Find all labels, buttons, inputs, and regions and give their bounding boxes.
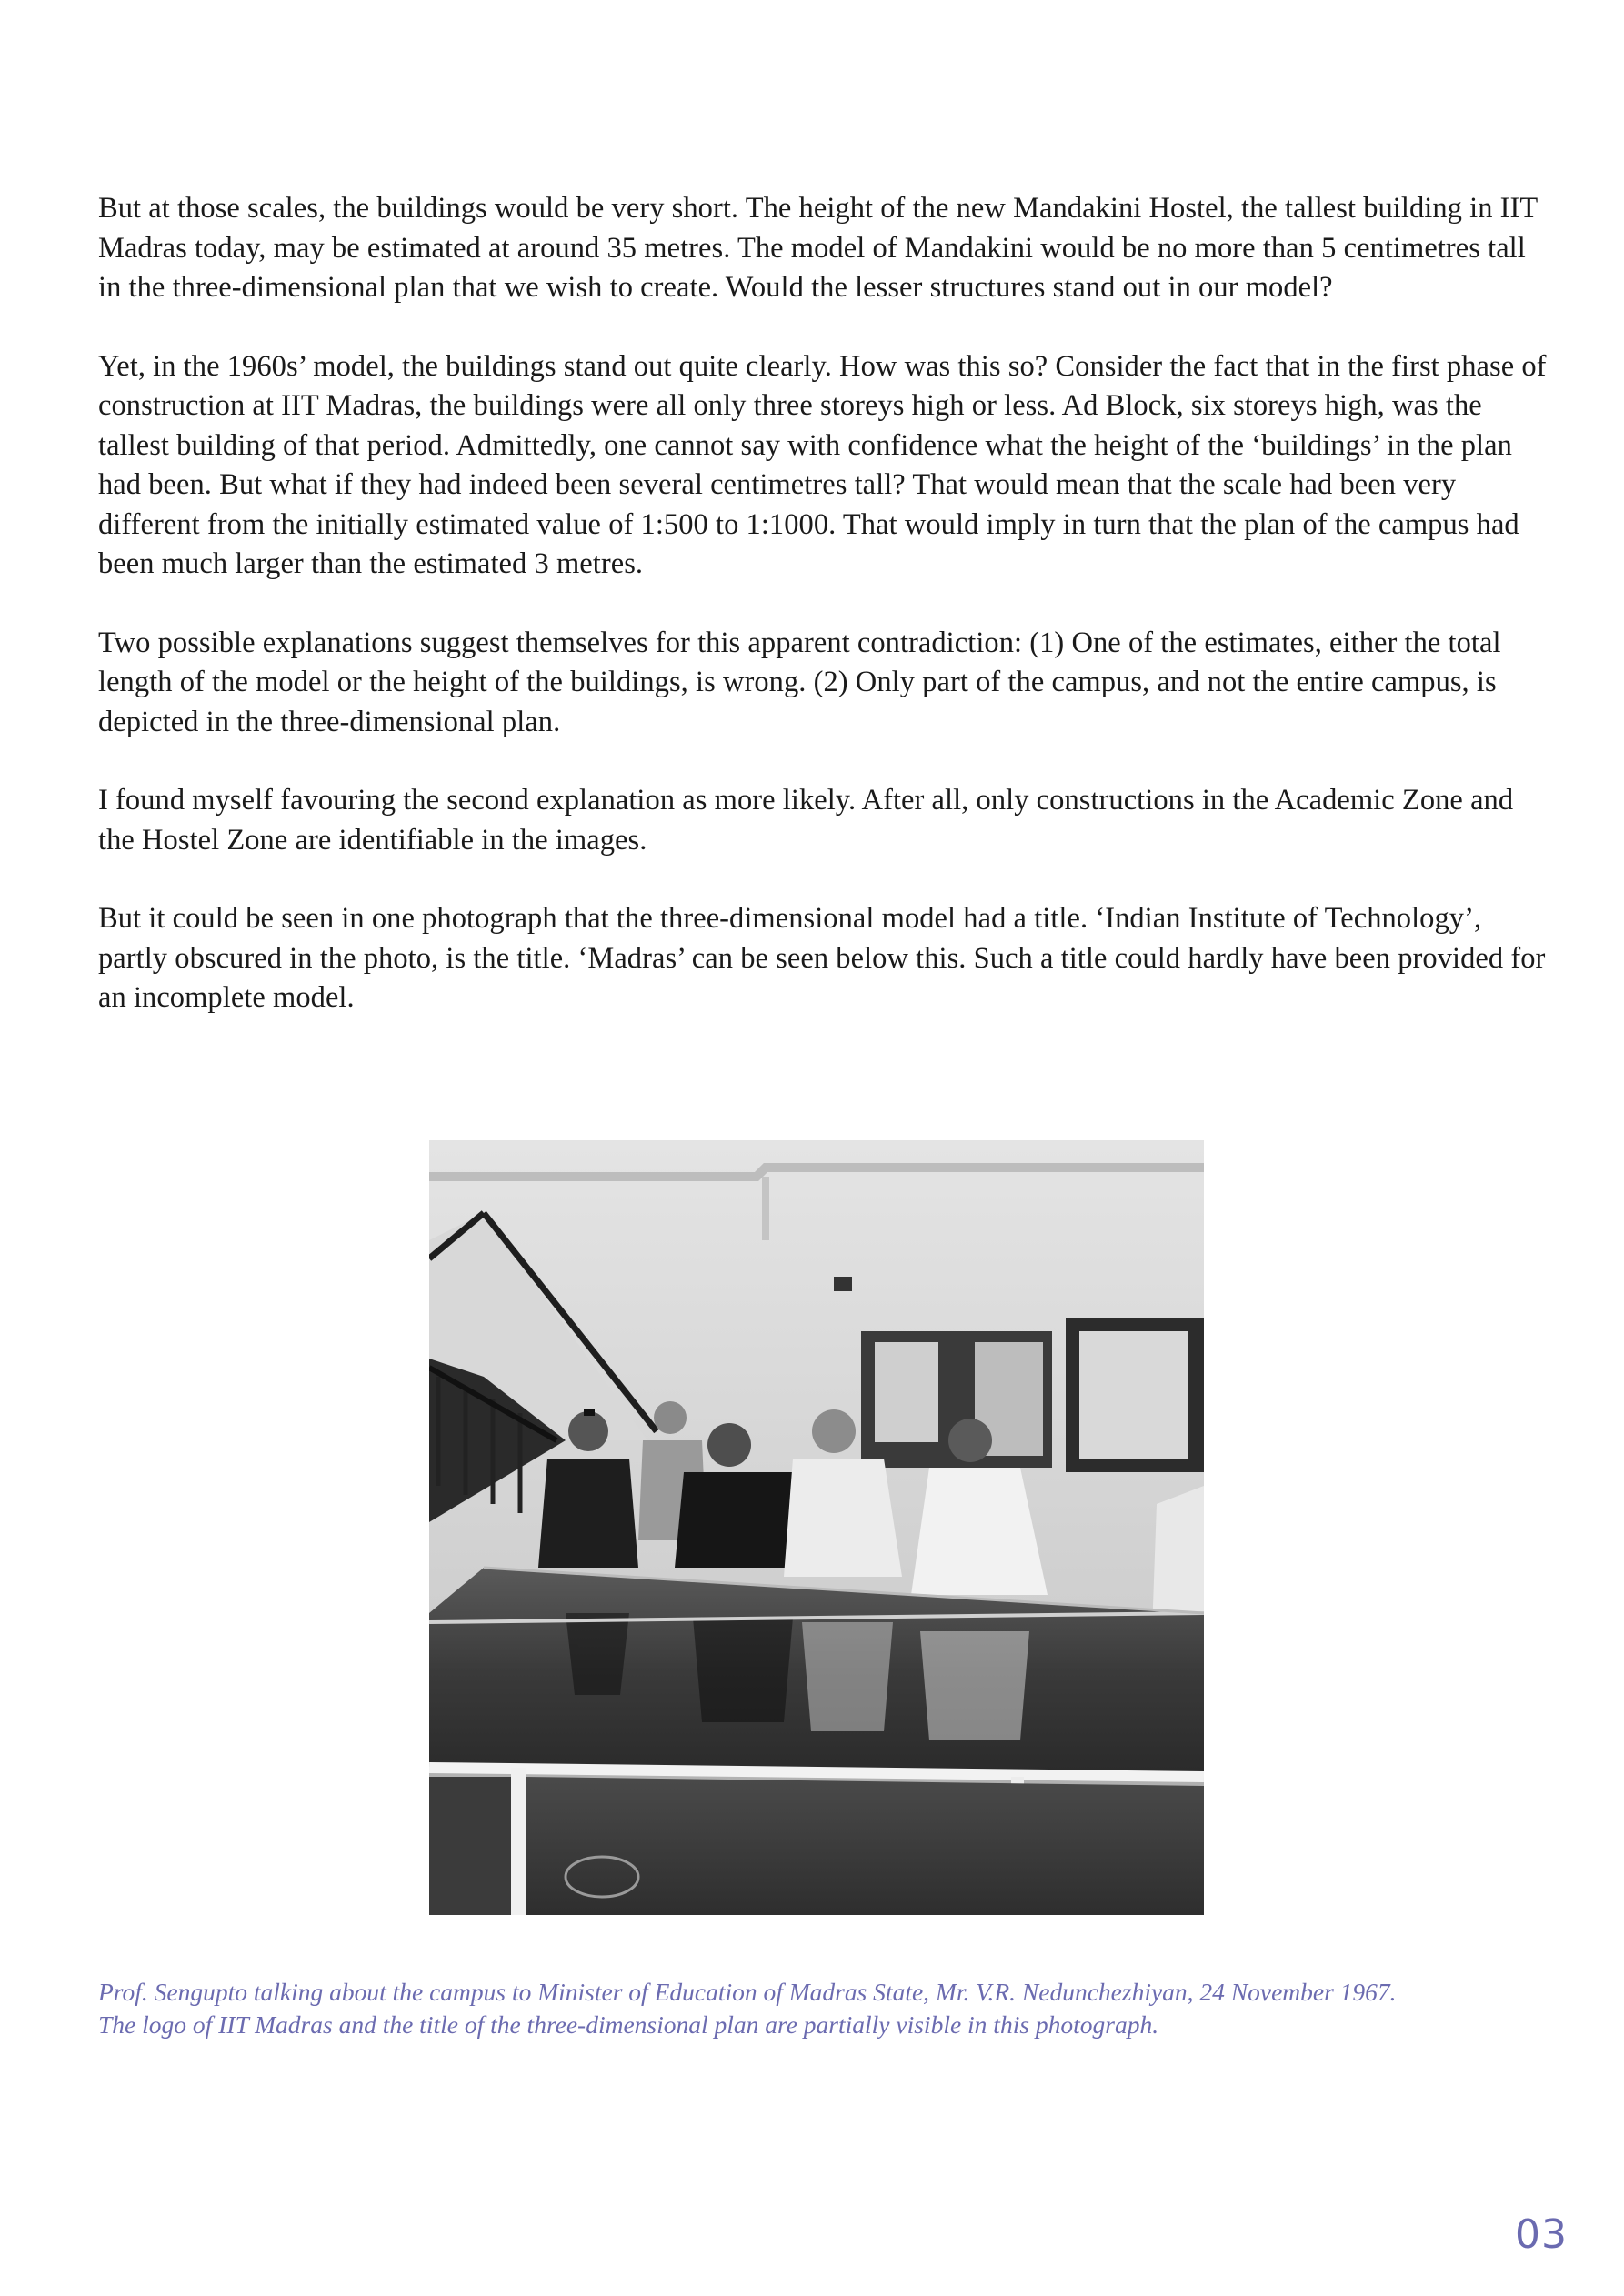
paragraph-2: Yet, in the 1960s’ model, the buildings stand out quite clearly. How was this so? Consider the fact that in the first phase of construction at IIT Madras, the buildings were all only three storeys high or less. Ad Block, six storeys high, was the tallest building of that period. Admittedly, one cannot say with confidence what the height of the ‘buildings’ in the plan had been. But what if they had indeed been several centimetres tall? That would mean that the scale had been very different from the initially estimated value of 1:500 to 1:1000. That would imply in turn that the plan of the campus had been much larger than the estimated 3 metres. bbox=[98, 349, 1547, 580]
photograph-illustration bbox=[429, 1140, 1204, 1915]
paragraph-3: Two possible explanations suggest themselves for this apparent contradiction: (1) One of the estimates, either the total length of the model or the height of the buildings, is wrong. (2) Only part of the campus, and not the entire campus, is depicted in the three-dimensional plan. bbox=[98, 626, 1501, 738]
paragraph-1: But at those scales, the buildings would be very short. The height of the new Mandakini Hostel, the tallest building in IIT Madras today, may be estimated at around 35 metres. The model of Mandakini would be no more than 5 centimetres tall in the three-dimensional plan that we wish to create. Would the lesser structures stand out in our model? bbox=[98, 192, 1538, 304]
figure-caption bbox=[98, 1976, 1589, 2041]
caption-line-2: The logo of IIT Madras and the title of the three-dimensional plan are partially visible in this photograph. bbox=[98, 2010, 1159, 2039]
paragraph-4: I found myself favouring the second explanation as more likely. After all, only constructions in the Academic Zone and the Hostel Zone are identifiable in the images. bbox=[98, 784, 1514, 857]
archival-photograph bbox=[429, 1140, 1204, 1915]
caption-line-1: Prof. Sengupto talking about the campus to Minister of Education of Madras State, Mr. V.R. Nedunchezhiyan, 24 November 1967. bbox=[98, 1978, 1397, 2006]
paragraph-5: But it could be seen in one photograph that the three-dimensional model had a title. ‘Indian Institute of Technology’, partly obscured in the photo, is the title. ‘Madras’ can be seen below this. Such a title could hardly have been provided for an incomplete model. bbox=[98, 902, 1546, 1014]
body-text bbox=[98, 189, 1553, 1058]
page-number: 03 bbox=[1515, 2211, 1568, 2258]
